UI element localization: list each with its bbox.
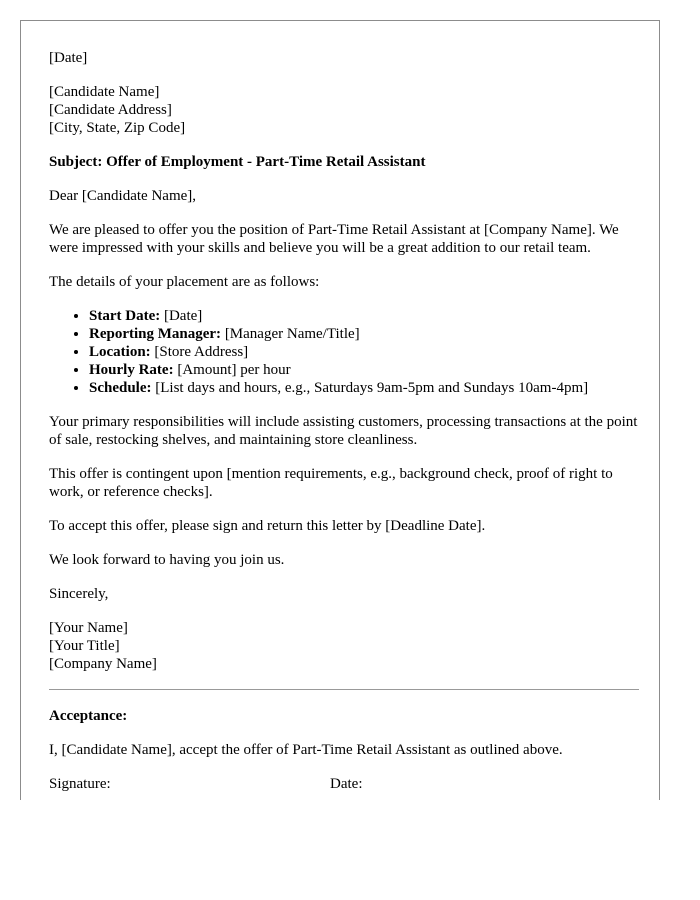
sender-company: [Company Name]: [49, 656, 157, 672]
acceptance-statement: I, [Candidate Name], accept the offer of Part-Time Retail Assistant as outlined above.: [49, 742, 563, 758]
acceptance-heading: Acceptance:: [49, 708, 128, 724]
detail-value: [Amount] per hour: [173, 362, 291, 378]
sign-off: Sincerely,: [49, 586, 109, 602]
signature-label: Signature:: [49, 776, 111, 792]
recipient-address: [Candidate Address]: [49, 102, 172, 118]
detail-location: [89, 343, 639, 361]
detail-label: Schedule:: [89, 380, 152, 396]
contingency-paragraph: This offer is contingent upon [mention requirements, e.g., background check, proof of right to work, or reference checks].: [49, 466, 613, 500]
details-list: [49, 307, 639, 397]
detail-label: Hourly Rate:: [89, 362, 174, 378]
detail-start-date: [89, 307, 639, 325]
detail-label: Location:: [89, 344, 151, 360]
subject-line: Subject: Offer of Employment - Part-Time Retail Assistant: [49, 154, 426, 170]
detail-reporting-manager: [89, 325, 639, 343]
detail-hourly-rate: [89, 361, 639, 379]
sender-title: [Your Title]: [49, 638, 120, 654]
detail-value: [List days and hours, e.g., Saturdays 9am-5pm and Sundays 10am-4pm]: [151, 380, 589, 396]
detail-label: Reporting Manager:: [89, 326, 222, 342]
salutation: Dear [Candidate Name],: [49, 188, 197, 204]
detail-value: [Store Address]: [150, 344, 249, 360]
recipient-block: [49, 83, 639, 137]
detail-value: [Manager Name/Title]: [221, 326, 360, 342]
intro-paragraph: We are pleased to offer you the position of Part-Time Retail Assistant at [Company Name]. We were impressed with your skills and believe you will be a great addition to our retail team.: [49, 222, 619, 256]
responsibilities-paragraph: Your primary responsibilities will include assisting customers, processing transactions at the point of sale, restocking shelves, and maintaining store cleanliness.: [49, 414, 638, 448]
recipient-city: [City, State, Zip Code]: [49, 120, 186, 136]
acceptance-instruction: To accept this offer, please sign and return this letter by [Deadline Date].: [49, 518, 486, 534]
detail-schedule: [89, 379, 639, 397]
signature-row: [49, 775, 639, 793]
signature-date-label: Date:: [330, 776, 363, 792]
details-intro: The details of your placement are as follows:: [49, 274, 320, 290]
sender-block: [49, 619, 639, 673]
sender-name: [Your Name]: [49, 620, 128, 636]
detail-label: Start Date:: [89, 308, 161, 324]
section-divider: [49, 689, 639, 690]
offer-letter: [20, 20, 660, 800]
recipient-name: [Candidate Name]: [49, 84, 160, 100]
detail-value: [Date]: [160, 308, 203, 324]
letter-body: [49, 49, 639, 793]
letter-date: [Date]: [49, 50, 88, 66]
closing-line: We look forward to having you join us.: [49, 552, 285, 568]
